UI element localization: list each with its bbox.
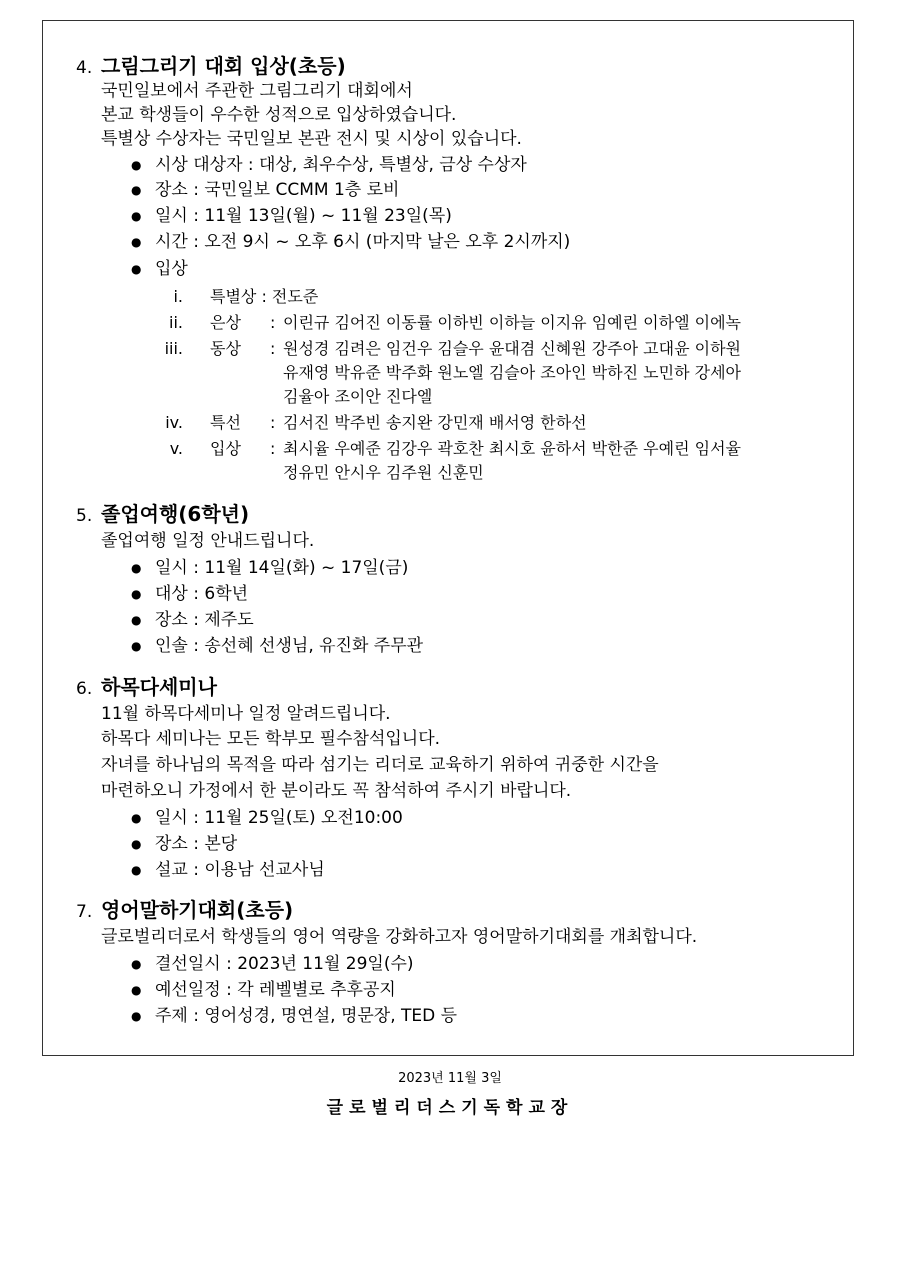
bullet-icon: ●	[131, 983, 142, 997]
section-title: 그림그리기 대회 입상(초등)	[101, 54, 346, 78]
bullet-icon: ●	[131, 209, 142, 223]
bullet-item: 대상 : 6학년	[155, 584, 249, 604]
section-title: 졸업여행(6학년)	[101, 502, 250, 526]
bullet-item: 설교 : 이용남 선교사님	[155, 860, 325, 880]
award-colon: :	[270, 413, 276, 432]
bullet-icon: ●	[131, 262, 142, 276]
bullet-icon: ●	[131, 183, 142, 197]
bullet-item: 입상	[155, 259, 188, 279]
bullet-item: 일시 : 11월 25일(토) 오전10:00	[155, 808, 403, 828]
bullet-icon: ●	[131, 613, 142, 627]
paragraph-line: 하목다 세미나는 모든 학부모 필수참석입니다.	[101, 729, 441, 749]
paragraph-line: 자녀를 하나님의 목적을 따라 섬기는 리더로 교육하기 위하여 귀중한 시간을	[101, 755, 659, 775]
bullet-item: 시간 : 오전 9시 ~ 오후 6시 (마지막 날은 오후 2시까지)	[155, 232, 571, 252]
bullet-item: 장소 : 본당	[155, 834, 238, 854]
bullet-item: 일시 : 11월 14일(화) ~ 17일(금)	[155, 558, 409, 578]
paragraph-line: 국민일보에서 주관한 그림그리기 대회에서	[101, 81, 413, 101]
award-colon: :	[270, 339, 276, 358]
bullet-icon: ●	[131, 837, 142, 851]
award-names: 김서진 박주빈 송지완 강민재 배서영 한하선	[283, 413, 587, 432]
award-label: 동상	[210, 339, 241, 358]
school-signature: 글로벌리더스기독학교장	[326, 1098, 574, 1118]
award-label: 입상	[210, 439, 241, 458]
roman-numeral: v.	[169, 439, 183, 458]
bullet-icon: ●	[131, 863, 142, 877]
bullet-item: 결선일시 : 2023년 11월 29일(수)	[155, 954, 414, 974]
bullet-icon: ●	[131, 587, 142, 601]
bullet-item: 시상 대상자 : 대상, 최우수상, 특별상, 금상 수상자	[155, 155, 527, 175]
roman-numeral: ii.	[169, 313, 183, 332]
bullet-item: 일시 : 11월 13일(월) ~ 11월 23일(목)	[155, 206, 452, 226]
paragraph-line: 11월 하목다세미나 일정 알려드립니다.	[101, 704, 391, 724]
paragraph-line: 특별상 수상자는 국민일보 본관 전시 및 시상이 있습니다.	[101, 129, 522, 149]
paragraph-line: 글로벌리더로서 학생들의 영어 역량을 강화하고자 영어말하기대회를 개최합니다.	[101, 927, 698, 947]
award-names: 최시율 우예준 김강우 곽호찬 최시호 윤하서 박한준 우예린 임서율	[283, 439, 742, 458]
section-number: 5.	[76, 506, 93, 526]
award-names: 원성경 김려은 임건우 김슬우 윤대겸 신혜원 강주아 고대윤 이하원	[283, 339, 742, 358]
roman-numeral: i.	[173, 287, 183, 306]
award-names: 정유민 안시우 김주원 신훈민	[283, 463, 484, 482]
bullet-icon: ●	[131, 639, 142, 653]
bullet-item: 예선일정 : 각 레벨별로 추후공지	[155, 980, 396, 1000]
bullet-item: 장소 : 국민일보 CCMM 1층 로비	[155, 180, 400, 200]
award-colon: :	[270, 439, 276, 458]
section-title: 하목다세미나	[101, 675, 217, 699]
section-number: 7.	[76, 902, 93, 922]
roman-numeral: iv.	[165, 413, 183, 432]
award-label: 특선	[210, 413, 241, 432]
section-title: 영어말하기대회(초등)	[101, 898, 294, 922]
bullet-icon: ●	[131, 957, 142, 971]
award-names: 이린규 김어진 이동률 이하빈 이하늘 이지유 임예린 이하엘 이에녹	[283, 313, 742, 332]
bullet-item: 장소 : 제주도	[155, 610, 254, 630]
bullet-item: 주제 : 영어성경, 명연설, 명문장, TED 등	[155, 1006, 458, 1026]
paragraph-line: 본교 학생들이 우수한 성적으로 입상하였습니다.	[101, 105, 457, 125]
roman-numeral: iii.	[164, 339, 183, 358]
award-names: 김율아 조이안 진다엘	[283, 387, 433, 406]
bullet-icon: ●	[131, 235, 142, 249]
bullet-item: 인솔 : 송선혜 선생님, 유진화 주무관	[155, 636, 424, 656]
award-label: 특별상 : 전도준	[210, 287, 319, 306]
section-number: 4.	[76, 58, 93, 78]
paragraph-line: 마련하오니 가정에서 한 분이라도 꼭 참석하여 주시기 바랍니다.	[101, 781, 572, 801]
paragraph-line: 졸업여행 일정 안내드립니다.	[101, 531, 315, 551]
issue-date: 2023년 11월 3일	[398, 1071, 502, 1086]
bullet-icon: ●	[131, 1009, 142, 1023]
bullet-icon: ●	[131, 561, 142, 575]
section-number: 6.	[76, 679, 93, 699]
award-names: 유재영 박유준 박주화 원노엘 김슬아 조아인 박하진 노민하 강세아	[283, 363, 742, 382]
bullet-icon: ●	[131, 811, 142, 825]
notice-frame	[42, 20, 854, 1056]
award-label: 은상	[210, 313, 241, 332]
award-colon: :	[270, 313, 276, 332]
bullet-icon: ●	[131, 158, 142, 172]
